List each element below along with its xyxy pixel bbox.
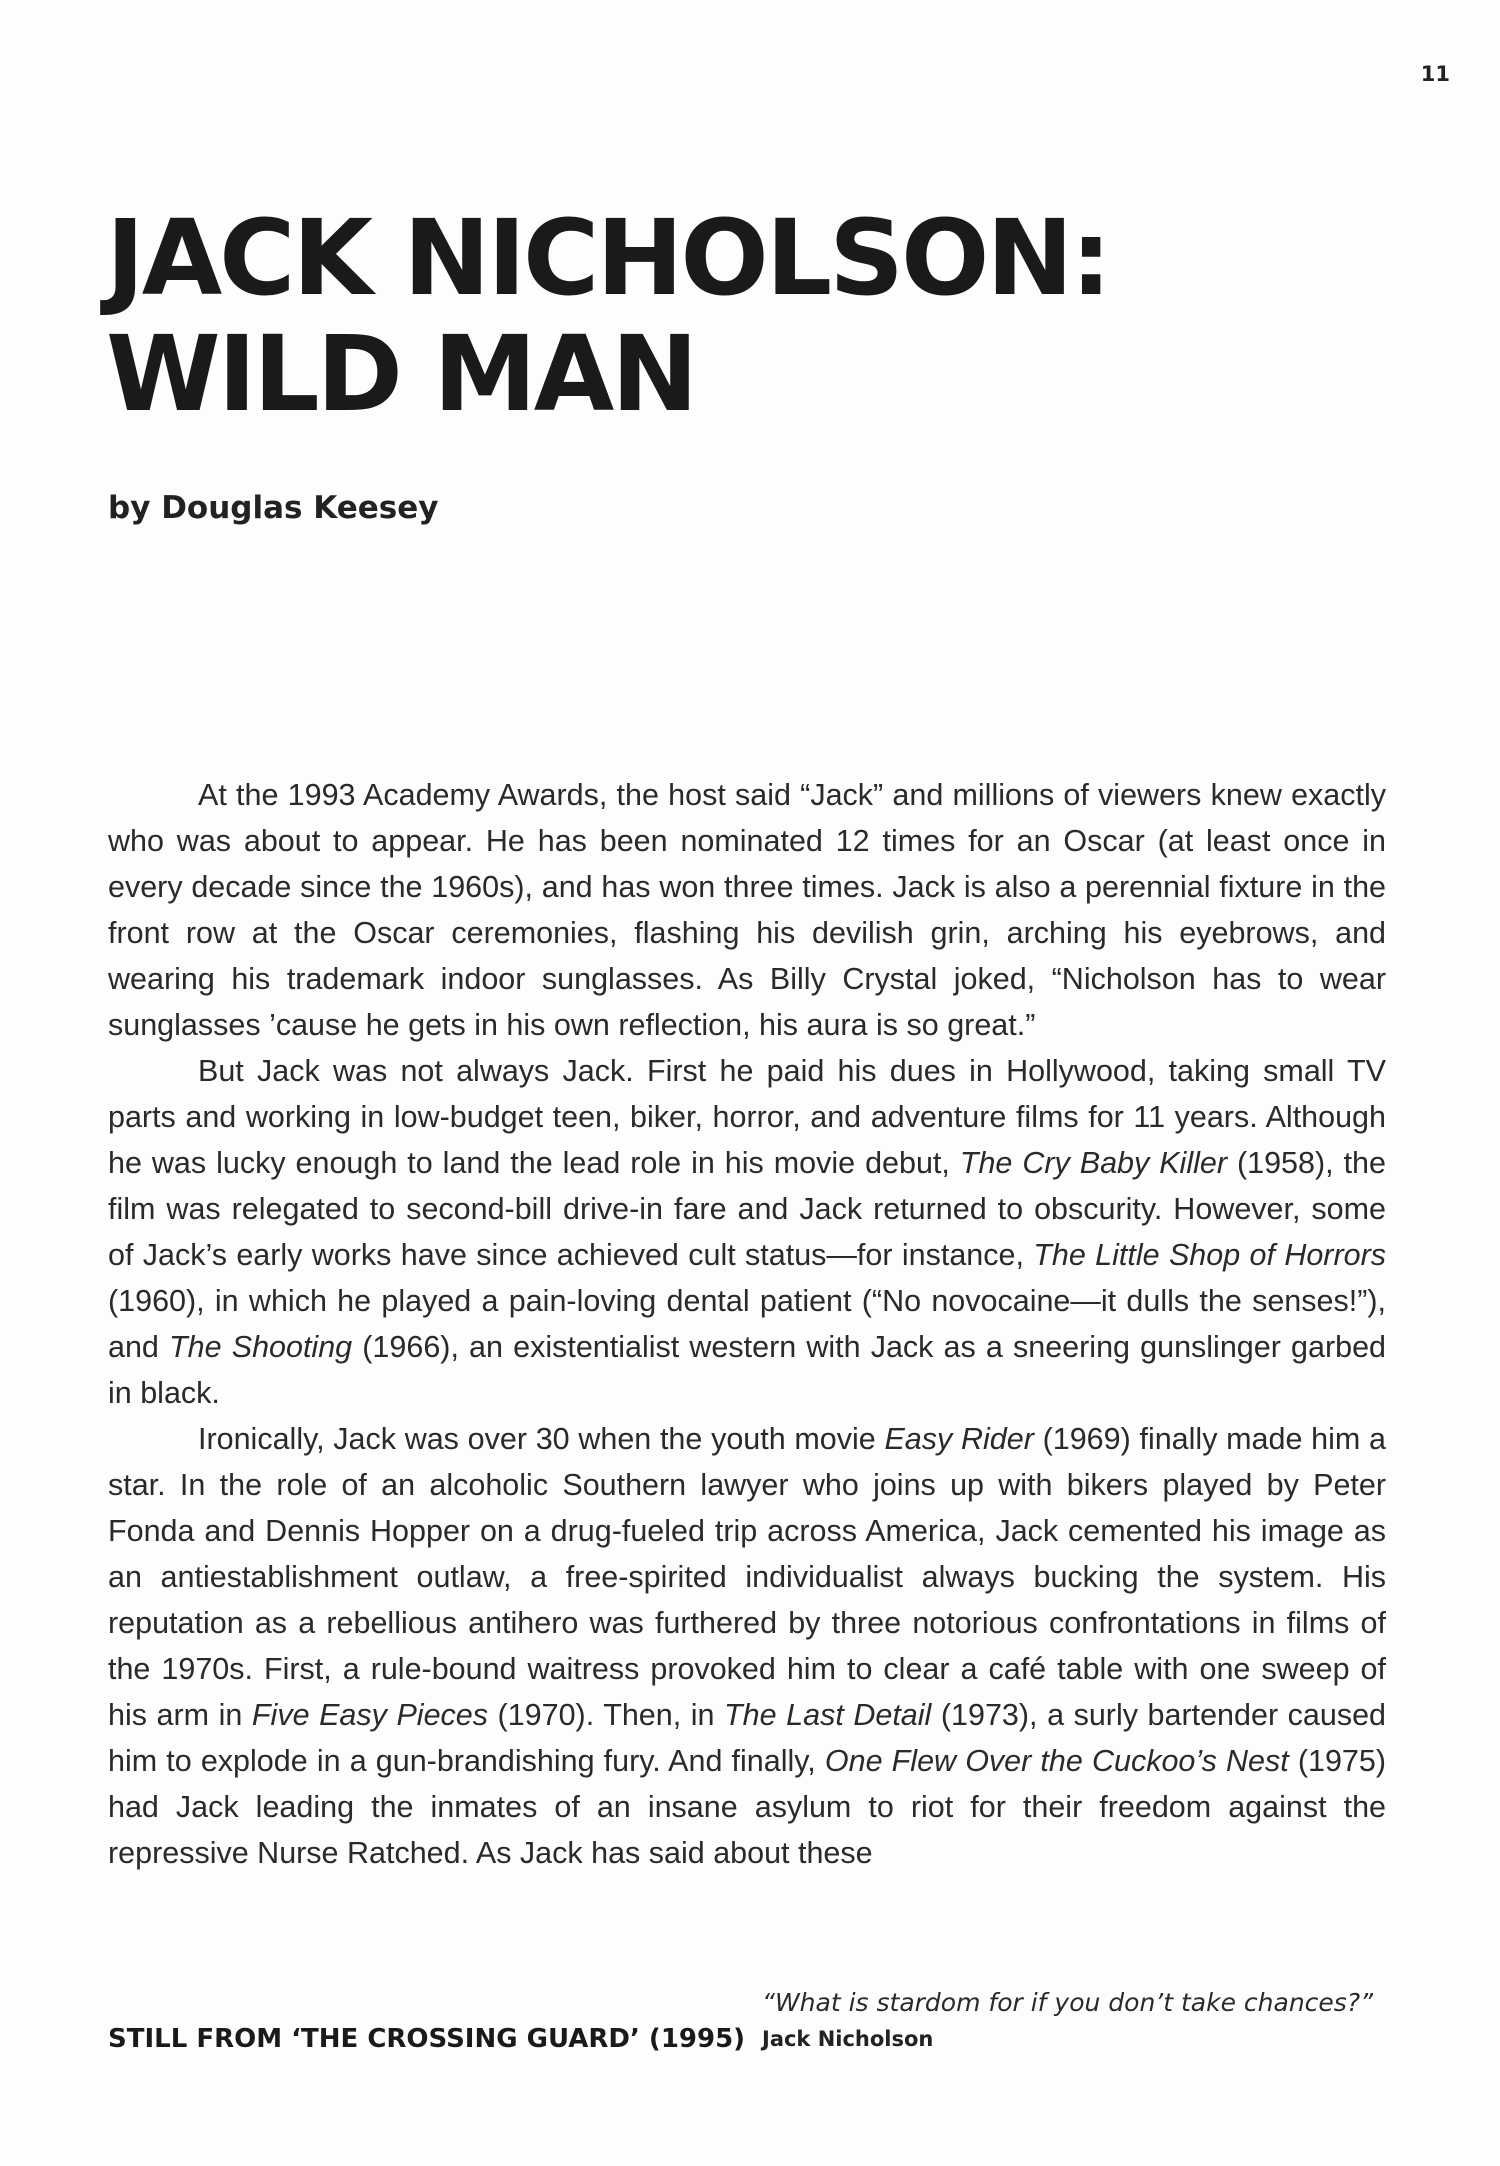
paragraph-text: (1973), a surly bartender caused him to explode in a gun-brandishing fury. And finally, xyxy=(108,1698,1386,1778)
film-title: Easy Rider xyxy=(884,1422,1034,1456)
body-paragraph xyxy=(108,772,1386,1048)
film-title: The Cry Baby Killer xyxy=(959,1146,1228,1180)
film-title: One Flew Over the Cuckoo’s Nest xyxy=(824,1744,1289,1778)
body-paragraph xyxy=(108,1416,1386,1876)
film-title: The Last Detail xyxy=(724,1698,932,1732)
pull-quote-author: Jack Nicholson xyxy=(762,2027,934,2051)
article-title-line-1: JACK NICHOLSON: xyxy=(106,197,1110,319)
body-paragraph xyxy=(108,1048,1386,1416)
article-body xyxy=(108,772,1386,1876)
paragraph-text: (1958), the film was relegated to second-bill drive-in fare and Jack returned to obscurity. However, some of Jack’s early works have since achieved cult status—for instance, xyxy=(108,1146,1386,1272)
film-title: Five Easy Pieces xyxy=(251,1698,488,1732)
film-title: The Little Shop of Horrors xyxy=(1033,1238,1386,1272)
author-byline: by Douglas Keesey xyxy=(108,490,439,526)
paragraph-text: At the 1993 Academy Awards, the host said “Jack” and millions of viewers knew exactly who was about to appear. He has been nominated 12 times for an Oscar (at least once in every decade since the 1960s), and has won three times. Jack is also a perennial fixture in the front row at the Oscar ceremonies, flashing his devilish grin, arching his eyebrows, and wearing his trademark indoor sunglasses. As Billy Crystal joked, “Nicholson has to wear sunglasses ’cause he gets in his own reflection, his aura is so great.” xyxy=(108,778,1386,1042)
paragraph-text: (1966), an existentialist western with Jack as a sneering gunslinger garbed in black. xyxy=(108,1330,1386,1410)
pull-quote-text: “What is stardom for if you don’t take chances?” xyxy=(762,1988,1374,2017)
paragraph-text: Ironically, Jack was over 30 when the youth movie xyxy=(198,1422,885,1456)
paragraph-text: (1970). Then, in xyxy=(488,1698,725,1732)
pull-quote xyxy=(762,1988,1373,2051)
page-number: 11 xyxy=(1420,62,1450,86)
article-title xyxy=(106,197,1110,435)
paragraph-text: But Jack was not always Jack. First he paid his dues in Hollywood, taking small TV parts and working in low-budget teen, biker, horror, and adventure films for 11 years. Although he was lucky enough to land the lead role in his movie debut, xyxy=(108,1054,1386,1180)
paragraph-text: (1969) finally made him a star. In the role of an alcoholic Southern lawyer who joins up with bikers played by Peter Fonda and Dennis Hopper on a drug-fueled trip across America, Jack cemented his image as an antiestablishment outlaw, a free-spirited individualist always bucking the system. His reputation as a rebellious antihero was furthered by three notorious confrontations in films of the 1970s. First, a rule-bound waitress provoked him to clear a café table with one sweep of his arm in xyxy=(108,1422,1386,1732)
article-title-line-2: WILD MAN xyxy=(106,313,696,435)
photo-caption: STILL FROM ‘THE CROSSING GUARD’ (1995) xyxy=(108,2024,746,2054)
paragraph-text: (1975) had Jack leading the inmates of an insane asylum to riot for their freedom against the repressive Nurse Ratched. As Jack has said about these xyxy=(108,1744,1386,1870)
paragraph-text: (1960), in which he played a pain-loving dental patient (“No novocaine—it dulls the senses!”), and xyxy=(108,1284,1386,1364)
film-title: The Shooting xyxy=(169,1330,353,1364)
